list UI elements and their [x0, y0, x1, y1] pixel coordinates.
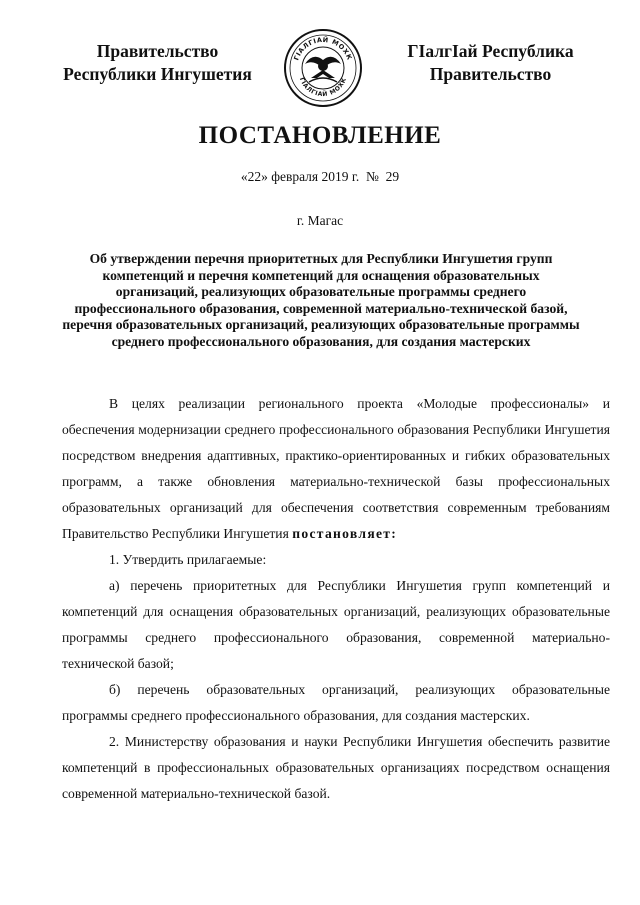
issuer-line: ГIалгIай Республика — [407, 41, 574, 61]
coat-of-arms-emblem — [283, 28, 363, 108]
preamble-paragraph — [62, 391, 610, 547]
emblem-top-text: ГIАЛГIАЙ МОХК — [292, 35, 354, 62]
document-type-title: ПОСТАНОВЛЕНИЕ — [198, 122, 442, 149]
item-2: 2. Министерству образования и науки Республики Ингушетия обеспечить развитие компетенций в профессиональных образовательных организациях посредством оснащения современной материально-технической базой. — [62, 734, 610, 801]
document-number: 29 — [385, 169, 400, 184]
document-header — [0, 28, 640, 108]
preamble-text: В целях реализации регионального проекта «Молодые профессионалы» и обеспечения модернизации среднего профессионального образования Республики Ингушетия посредством внедрения адаптивных, практико-ориентированных и гибких образовательных программ, а также обновления материально-технической базы профессиональных образовательных организаций для обеспечения соответствия современным требованиям Правительство Республики Ингушетия — [62, 396, 610, 541]
document-date: «22» февраля 2019 г. — [240, 169, 360, 184]
document-body — [62, 391, 610, 807]
issuer-line: Правительство — [96, 41, 219, 61]
item-1: 1. Утвердить прилагаемые: — [109, 552, 267, 567]
item-1b: б) перечень образовательных организаций, реализующих образовательные программы среднего профессионального образования, для создания мастерских. — [62, 682, 610, 723]
issuer-line: Республики Ингушетия — [63, 64, 252, 84]
number-label: № — [366, 169, 379, 184]
place-of-issue: г. Магас — [296, 213, 344, 228]
issuer-name-ingush — [388, 40, 593, 86]
resolves-keyword: постановляет: — [292, 526, 398, 541]
date-and-number — [0, 169, 640, 185]
emblem-bottom-text: ГIАЛГIАЙ МОХК — [297, 76, 349, 99]
document-subject: Об утверждении перечня приоритетных для Республики Ингушетия групп компетенций и перечня компетенций для оснащения образовательных организаций, реализующих образовательные программы среднего профессионального образования, современной материально-технической базой, перечня образовательных организаций, реализующих образовательные программы среднего профессионального образования, для создания мастерских — [62, 251, 580, 349]
issuer-name-russian — [50, 40, 265, 86]
issuer-line: Правительство — [429, 64, 552, 84]
item-1a: а) перечень приоритетных для Республики Ингушетия групп компетенций и компетенций для оснащения образовательных организаций, реализующих образовательные программы среднего профессионального образования, современной материально-технической базой; — [62, 578, 610, 671]
